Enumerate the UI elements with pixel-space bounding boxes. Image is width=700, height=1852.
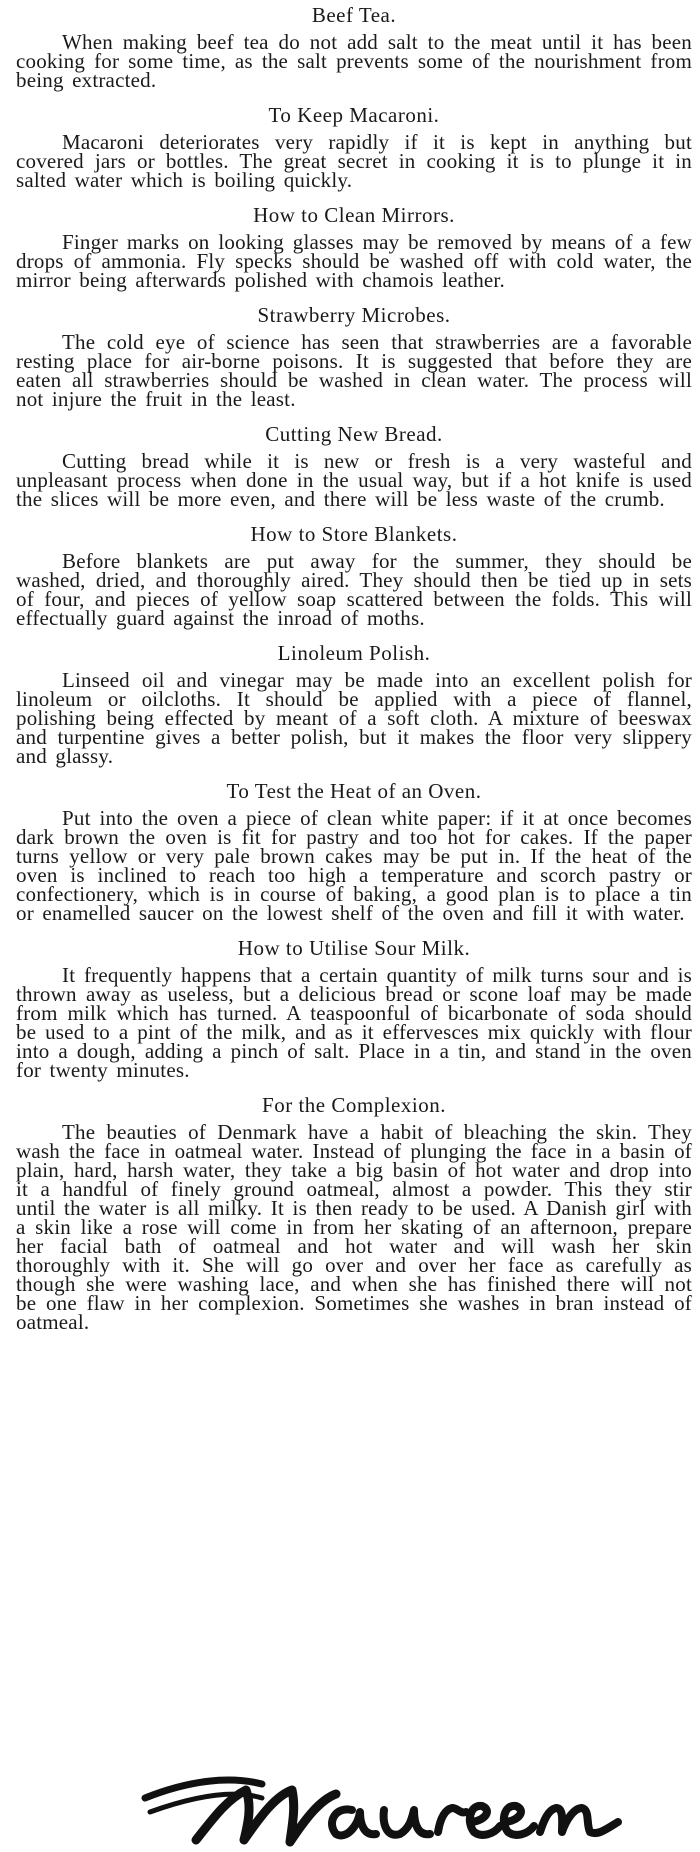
section-heading: How to Store Blankets. [250,522,458,546]
section-body: Cutting bread while it is new or fresh is a very wasteful and unpleasant process when done in the usual way, but if a hot knife is used the slices will be more even, and there will be less waste of the crumb. [16,449,692,511]
section-heading: To Test the Heat of an Oven. [226,779,482,803]
section-body: Linseed oil and vinegar may be made into an excellent polish for linoleum or oilcloths. It should be applied with a piece of flannel, polishing being effected by meant of a soft cloth. A mixture of beeswax and turpentine gives a better polish, but it makes the floor very slippery and glassy. [16,668,692,768]
section-heading: How to Utilise Sour Milk. [237,936,471,960]
section-heading: Cutting New Bread. [265,422,443,446]
signature-script-icon [0,1762,700,1852]
section-linoleum-polish [16,640,692,766]
section-strawberry-microbes [16,302,692,409]
section-body: Before blankets are put away for the summer, they should be washed, dried, and thoroughly aired. They should then be tied up in sets of four, and pieces of yellow soap scattered between the folds. This will effectually guard against the inroad of moths. [16,549,692,630]
section-heading: To Keep Macaroni. [268,103,440,127]
section-body: Finger marks on looking glasses may be removed by means of a few drops of ammonia. Fly specks should be washed off with cold water, the mirror being afterwards polished with chamois leather. [16,230,692,292]
section-complexion [16,1092,692,1332]
section-store-blankets [16,521,692,628]
section-body: The cold eye of science has seen that strawberries are a favorable resting place for air-borne poisons. It is suggested that before they are eaten all strawberries should be washed in clean water. The process will not injure the fruit in the least. [16,330,692,411]
signature-maureen [0,1762,700,1852]
section-heading: Beef Tea. [311,3,397,27]
section-heading: For the Complexion. [262,1093,446,1117]
section-heading: How to Clean Mirrors. [253,203,455,227]
section-body: When making beef tea do not add salt to the meat until it has been cooking for some time, as the salt prevents some of the nourishment from being extracted. [16,30,692,92]
section-heading: Strawberry Microbes. [257,303,451,327]
section-body: It frequently happens that a certain quantity of milk turns sour and is thrown away as useless, but a delicious bread or scone loaf may be made from milk which has turned. A teaspoonful of bicarbonate of soda should be used to a pint of the milk, and as it effervesces mix quickly with flour into a dough, adding a pinch of salt. Place in a tin, and stand in the oven for twenty minutes. [16,963,692,1082]
section-body: The beauties of Denmark have a habit of bleaching the skin. They wash the face in oatmeal water. Instead of plunging the face in a basin of plain, hard, harsh water, they take a big basin of hot water and drop into it a handful of finely ground oatmeal, almost a powder. This they stir until the water is all milky. It is then ready to be used. A Danish girl with a skin like a rose will come in from her skating of an afternoon, prepare her facial bath of oatmeal and hot water and will wash her skin thoroughly with it. She will go over and over her face as carefully as though she were washing lace, and when she has finished there will not be one flaw in her complexion. Sometimes she washes in bran instead of oatmeal. [16,1120,692,1334]
section-keep-macaroni [16,102,692,190]
section-body: Macaroni deteriorates very rapidly if it is kept in anything but covered jars or bottles. The great secret in cooking it is to plunge it in salted water which is boiling quickly. [16,130,692,192]
section-sour-milk [16,935,692,1080]
section-clean-mirrors [16,202,692,290]
section-beef-tea [16,2,692,90]
section-heading: Linoleum Polish. [277,641,431,665]
section-body: Put into the oven a piece of clean white paper: if it at once becomes dark brown the oven is fit for pastry and too hot for cakes. If the paper turns yellow or very pale brown cakes may be put in. If the heat of the oven is inclined to reach too high a temperature and scorch pastry or confectionery, which is in course of baking, a good plan is to place a tin or enamelled saucer on the lowest shelf of the oven and fill it with water. [16,806,692,925]
section-test-oven-heat [16,778,692,923]
section-cutting-new-bread [16,421,692,509]
